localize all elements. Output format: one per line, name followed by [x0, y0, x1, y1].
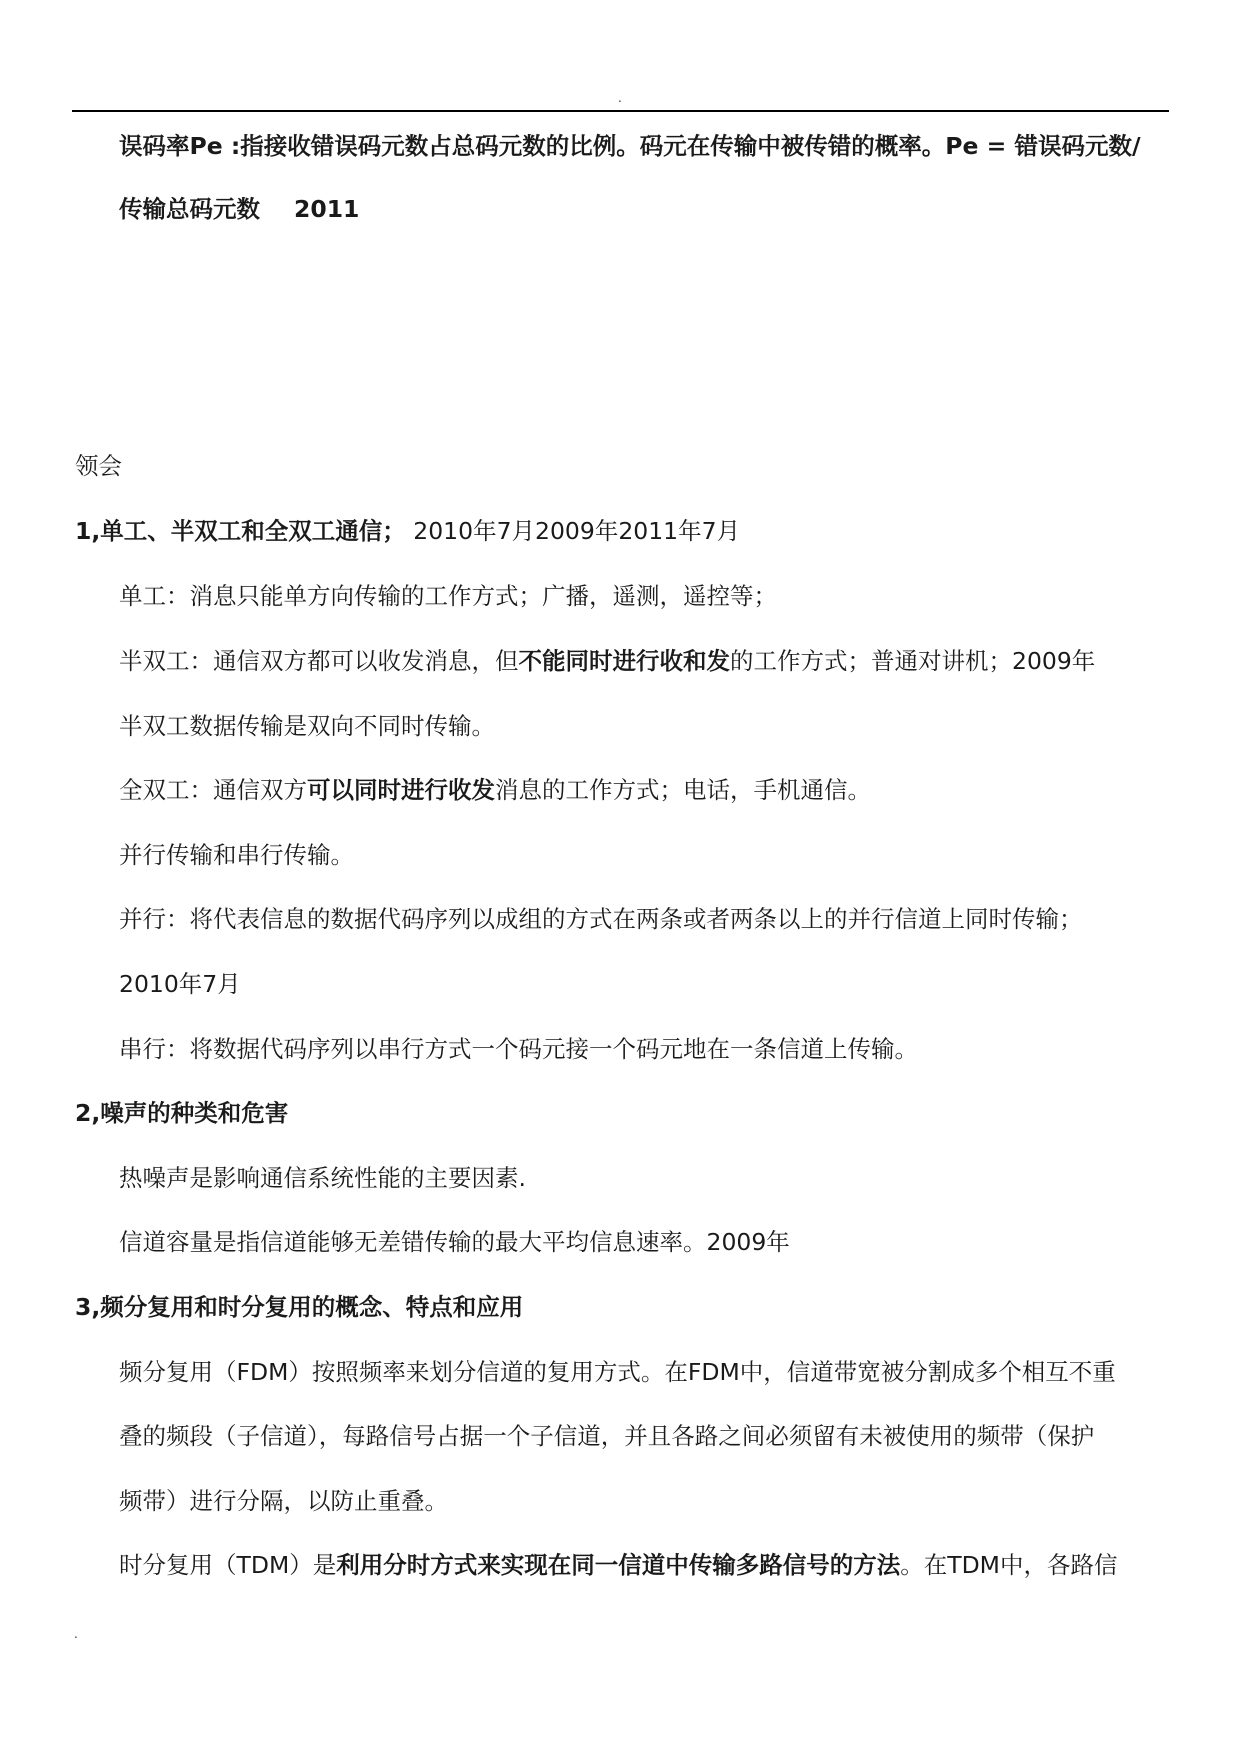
full-duplex-c: 消息的工作方式；电话，手机通信。	[495, 776, 871, 804]
tdm-line-1	[119, 1549, 1117, 1581]
parallel-serial-title: 并行传输和串行传输。	[119, 841, 354, 869]
parallel-definition: 并行：将代表信息的数据代码序列以成组的方式在两条或者两条以上的并行信道上同时传输；	[119, 905, 1083, 933]
half-duplex-note: 半双工数据传输是双向不同时传输。	[119, 712, 495, 740]
section-1-title: 1,单工、半双工和全双工通信；	[75, 517, 406, 545]
intro-line-1: 误码率Pe :指接收错误码元数占总码元数的比例。码元在传输中被传错的概率。Pe = 错误码元数/	[119, 132, 1141, 160]
full-duplex-definition	[119, 774, 871, 806]
simplex-definition: 单工：消息只能单方向传输的工作方式；广播，遥测，遥控等；	[119, 582, 777, 610]
thermal-noise-text: 热噪声是影响通信系统性能的主要因素.	[119, 1164, 526, 1192]
fdm-line-2: 叠的频段（子信道），每路信号占据一个子信道，并且各路之间必须留有未被使用的频带（保护	[119, 1422, 1095, 1450]
parallel-date: 2010年7月	[119, 970, 241, 998]
full-duplex-a: 全双工：通信双方	[119, 776, 307, 804]
header-rule	[72, 110, 1169, 112]
fdm-line-1: 频分复用（FDM）按照频率来划分信道的复用方式。在FDM中，信道带宽被分割成多个相互不重	[119, 1358, 1116, 1386]
intro-year: 2011	[294, 195, 360, 223]
half-duplex-a: 半双工：通信双方都可以收发消息，但	[119, 647, 519, 675]
tdm-a: 时分复用（TDM）是	[119, 1551, 337, 1579]
full-duplex-emphasis: 可以同时进行收发	[307, 776, 495, 804]
section-label: 领会	[75, 452, 122, 480]
tdm-emphasis: 利用分时方式来实现在同一信道中传输多路信号的方法	[336, 1551, 901, 1579]
section-1-dates: 2010年7月2009年2011年7月	[413, 517, 741, 545]
section-2-title: 2,噪声的种类和危害	[75, 1099, 289, 1127]
section-3-title: 3,频分复用和时分复用的概念、特点和应用	[75, 1293, 524, 1321]
fdm-line-3: 频带）进行分隔，以防止重叠。	[119, 1487, 448, 1515]
channel-capacity-text: 信道容量是指信道能够无差错传输的最大平均信息速率。2009年	[119, 1228, 790, 1256]
section-1-heading	[75, 515, 740, 547]
footer-mark: .	[74, 1627, 78, 1641]
half-duplex-definition	[119, 645, 1095, 677]
half-duplex-emphasis: 不能同时进行收和发	[518, 647, 730, 675]
intro-line-2	[119, 193, 359, 225]
header-mark: .	[618, 91, 622, 105]
intro-line-2-text: 传输总码元数	[119, 195, 260, 223]
half-duplex-c: 的工作方式；普通对讲机；2009年	[730, 647, 1096, 675]
tdm-c: 。在TDM中，各路信	[900, 1551, 1118, 1579]
serial-definition: 串行：将数据代码序列以串行方式一个码元接一个码元地在一条信道上传输。	[119, 1035, 918, 1063]
